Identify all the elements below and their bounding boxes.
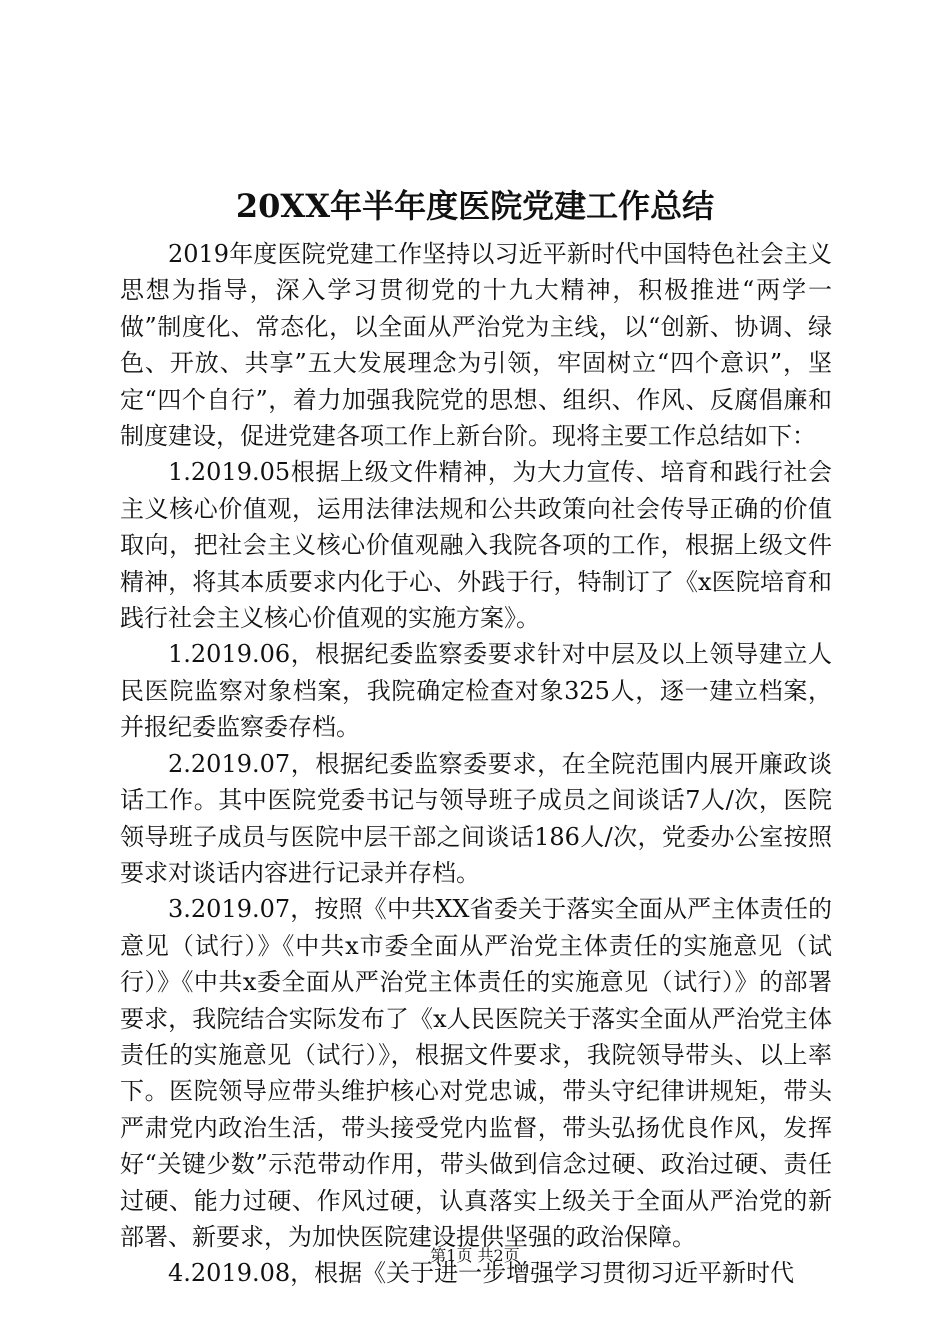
item-paragraph-2019-08: 4.2019.08，根据《关于进一步增强学习贯彻习近平新时代 bbox=[168, 1259, 795, 1288]
intro-paragraph: 2019年度医院党建工作坚持以习近平新时代中国特色社会主义思想为指导，深入学习贯彻党的十九大精神，积极推进“两学一做”制度化、常态化，以全面从严治党为主线，以“创新、协调、绿色、开放、共享”五大发展理念为引领，牢固树立“四个意识”，坚定“四个自行”，着力加强我院党的思想、组织、作风、反腐倡廉和制度建设，促进党建各项工作上新台阶。现将主要工作总结如下： bbox=[120, 240, 832, 451]
item-paragraph-2019-06: 1.2019.06，根据纪委监察委要求针对中层及以上领导建立人民医院监察对象档案，我院确定检查对象325人，逐一建立档案，并报纪委监察委存档。 bbox=[120, 640, 832, 742]
item-paragraph-2019-05: 1.2019.05根据上级文件精神，为大力宣传、培育和践行社会主义核心价值观，运用法律法规和公共政策向社会传导正确的价值取向，把社会主义核心价值观融入我院各项的工作，根据上级文件精神，将其本质要求内化于心、外践于行，特制订了《x医院培育和践行社会主义核心价值观的实施方案》。 bbox=[120, 458, 832, 633]
document-title: 20XX年半年度医院党建工作总结 bbox=[235, 187, 715, 225]
document-body bbox=[120, 236, 832, 1292]
item-paragraph-2019-07-a: 2.2019.07，根据纪委监察委要求，在全院范围内展开廉政谈话工作。其中医院党委书记与领导班子成员之间谈话7人/次，医院领导班子成员与医院中层干部之间谈话186人/次，党委办公室按照要求对谈话内容进行记录并存档。 bbox=[120, 749, 832, 887]
page-footer: 第1页 共2页 bbox=[430, 1246, 520, 1265]
item-paragraph-2019-07-b: 3.2019.07，按照《中共XX省委关于落实全面从严主体责任的意见（试行）》《中共x市委全面从严治党主体责任的实施意见（试行）》《中共x委全面从严治党主体责任的实施意见（试行）》的部署要求，我院结合实际发布了《x人民医院关于落实全面从严治党主体责任的实施意见（试行）》，根据文件要求，我院领导带头、以上率下。医院领导应带头维护核心对党忠诚，带头守纪律讲规矩，带头严肃党内政治生活，带头接受党内监督，带头弘扬优良作风，发挥好“关键少数”示范带动作用，带头做到信念过硬、政治过硬、责任过硬、能力过硬、作风过硬，认真落实上级关于全面从严治党的新部署、新要求，为加快医院建设提供坚强的政治保障。 bbox=[120, 895, 832, 1251]
